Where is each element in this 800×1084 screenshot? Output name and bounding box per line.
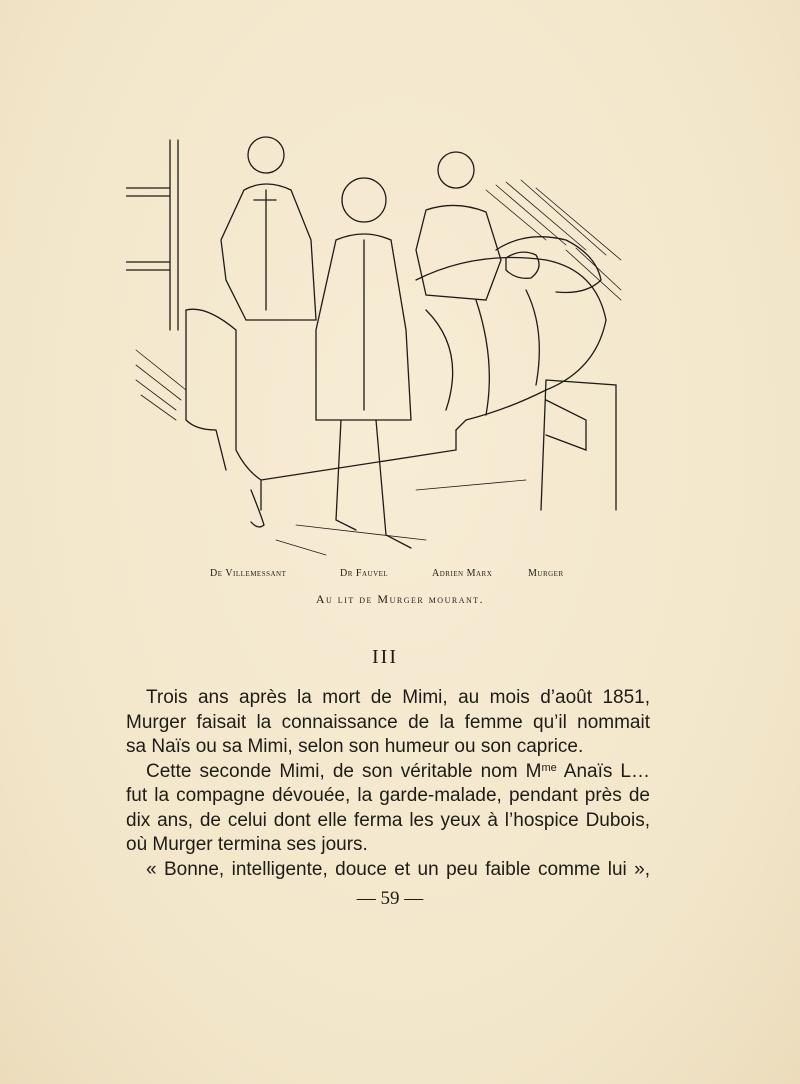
caption-de-villemessant: De Villemessant: [210, 568, 287, 579]
text-line: Trois ans après la mort de Mimi, au mois d’août 1851,: [146, 687, 650, 708]
text-line: où Murger termina ses jours.: [126, 834, 368, 855]
text-line: sa Naïs ou sa Mimi, selon son humeur ou son caprice.: [126, 736, 584, 757]
caption-fauvel: Dr Fauvel: [340, 568, 389, 579]
caption-adrien-marx: Adrien Marx: [432, 568, 493, 579]
text-line: Cette seconde Mimi, de son véritable nom $M^{me}$ Anaïs L…: [146, 760, 650, 782]
engraving-illustration: [126, 130, 626, 560]
text-line: Murger faisait la connaissance de la femme qu’il nommait: [126, 711, 650, 733]
text-line: « Bonne, intelligente, douce et un peu faible comme lui »,: [146, 858, 650, 880]
chapter-number: III: [372, 646, 398, 668]
page-number: — 59 —: [356, 888, 424, 909]
illustration-title: Au lit de Murger mourant.: [315, 592, 485, 606]
caption-murger: Murger: [528, 568, 564, 579]
illustration-captions: [210, 568, 590, 584]
text-line: fut la compagne dévouée, la garde-malade, pendant près de: [126, 785, 650, 806]
body-text: [126, 686, 650, 882]
text-line: dix ans, de celui dont elle ferma les yeux à l’hospice Dubois,: [126, 809, 650, 831]
